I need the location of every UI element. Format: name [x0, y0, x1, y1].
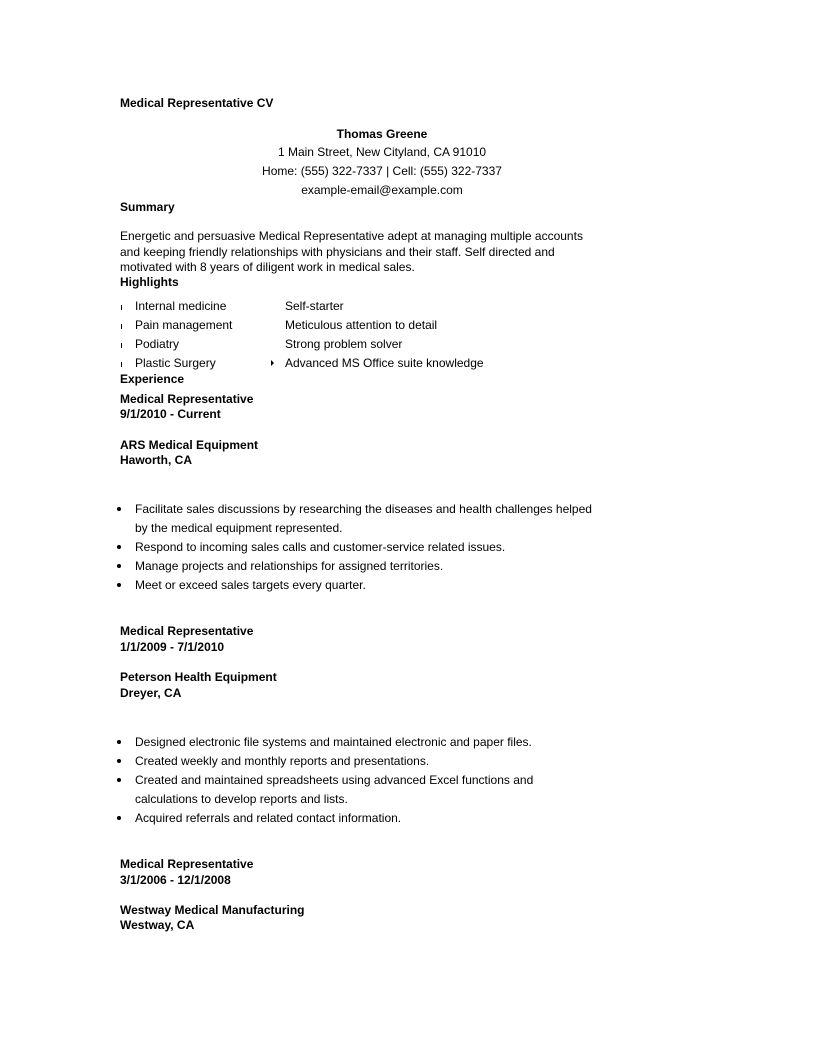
- highlight-item: Pain management: [135, 318, 233, 332]
- highlight-item: Plastic Surgery: [135, 356, 216, 370]
- highlight-item: Strong problem solver: [285, 337, 403, 351]
- job-dates: 3/1/2006 - 12/1/2008: [120, 873, 231, 887]
- contact-email: example-email@example.com: [301, 183, 463, 197]
- job-location: Haworth, CA: [120, 453, 192, 467]
- bullet-marker: [117, 564, 121, 568]
- highlight-item: Internal medicine: [135, 299, 227, 313]
- highlights-heading: Highlights: [120, 275, 179, 289]
- job-company: Westway Medical Manufacturing: [120, 903, 305, 917]
- contact-phones: Home: (555) 322-7337 | Cell: (555) 322-7337: [262, 164, 502, 178]
- bullet-marker: [121, 343, 122, 348]
- job-company: Peterson Health Equipment: [120, 670, 277, 684]
- job-bullet-text: calculations to develop reports and lists.: [135, 792, 348, 806]
- job-bullet-text: Created and maintained spreadsheets using advanced Excel functions and: [135, 773, 534, 787]
- candidate-name: Thomas Greene: [336, 127, 428, 141]
- job-bullet-text: Meet or exceed sales targets every quarter.: [135, 578, 366, 592]
- job-location: Dreyer, CA: [120, 686, 182, 700]
- highlight-item: Podiatry: [135, 337, 180, 351]
- job-bullet-text: Designed electronic file systems and maintained electronic and paper files.: [135, 735, 532, 749]
- bullet-marker: [117, 507, 121, 511]
- job-title: Medical Representative: [120, 624, 254, 638]
- job-title: Medical Representative: [120, 392, 254, 406]
- summary-line: motivated with 8 years of diligent work in medical sales.: [120, 260, 415, 274]
- bullet-marker: [121, 324, 122, 329]
- job-bullet-text: Manage projects and relationships for assigned territories.: [135, 559, 444, 573]
- bullet-marker: [117, 545, 121, 549]
- bullet-marker: [121, 362, 122, 367]
- job-dates: 9/1/2010 - Current: [120, 407, 221, 421]
- bullet-marker: [117, 778, 121, 782]
- document-title: Medical Representative CV: [120, 96, 274, 110]
- experience-heading: Experience: [120, 372, 185, 386]
- bullet-marker: [117, 740, 121, 744]
- job-bullet-text: Created weekly and monthly reports and presentations.: [135, 754, 430, 768]
- highlight-item: Self-starter: [285, 299, 344, 313]
- highlight-item: Advanced MS Office suite knowledge: [285, 356, 484, 370]
- job-dates: 1/1/2009 - 7/1/2010: [120, 640, 225, 654]
- bullet-marker: [117, 816, 121, 820]
- job-location: Westway, CA: [120, 918, 195, 932]
- job-company: ARS Medical Equipment: [120, 438, 259, 452]
- summary-line: and keeping friendly relationships with physicians and their staff. Self directed and: [120, 245, 555, 259]
- highlight-item: Meticulous attention to detail: [285, 318, 438, 332]
- bullet-marker: [271, 360, 274, 366]
- job-bullet-text: by the medical equipment represented.: [135, 521, 343, 535]
- summary-line: Energetic and persuasive Medical Representative adept at managing multiple accounts: [120, 229, 583, 243]
- job-bullet-text: Acquired referrals and related contact information.: [135, 811, 402, 825]
- summary-heading: Summary: [120, 200, 175, 214]
- job-bullet-text: Respond to incoming sales calls and customer-service related issues.: [135, 540, 506, 554]
- bullet-marker: [121, 305, 122, 310]
- job-bullet-text: Facilitate sales discussions by researching the diseases and health challenges helped: [135, 502, 592, 516]
- job-title: Medical Representative: [120, 857, 254, 871]
- bullet-marker: [117, 759, 121, 763]
- contact-address: 1 Main Street, New Cityland, CA 91010: [277, 145, 487, 159]
- bullet-marker: [117, 583, 121, 587]
